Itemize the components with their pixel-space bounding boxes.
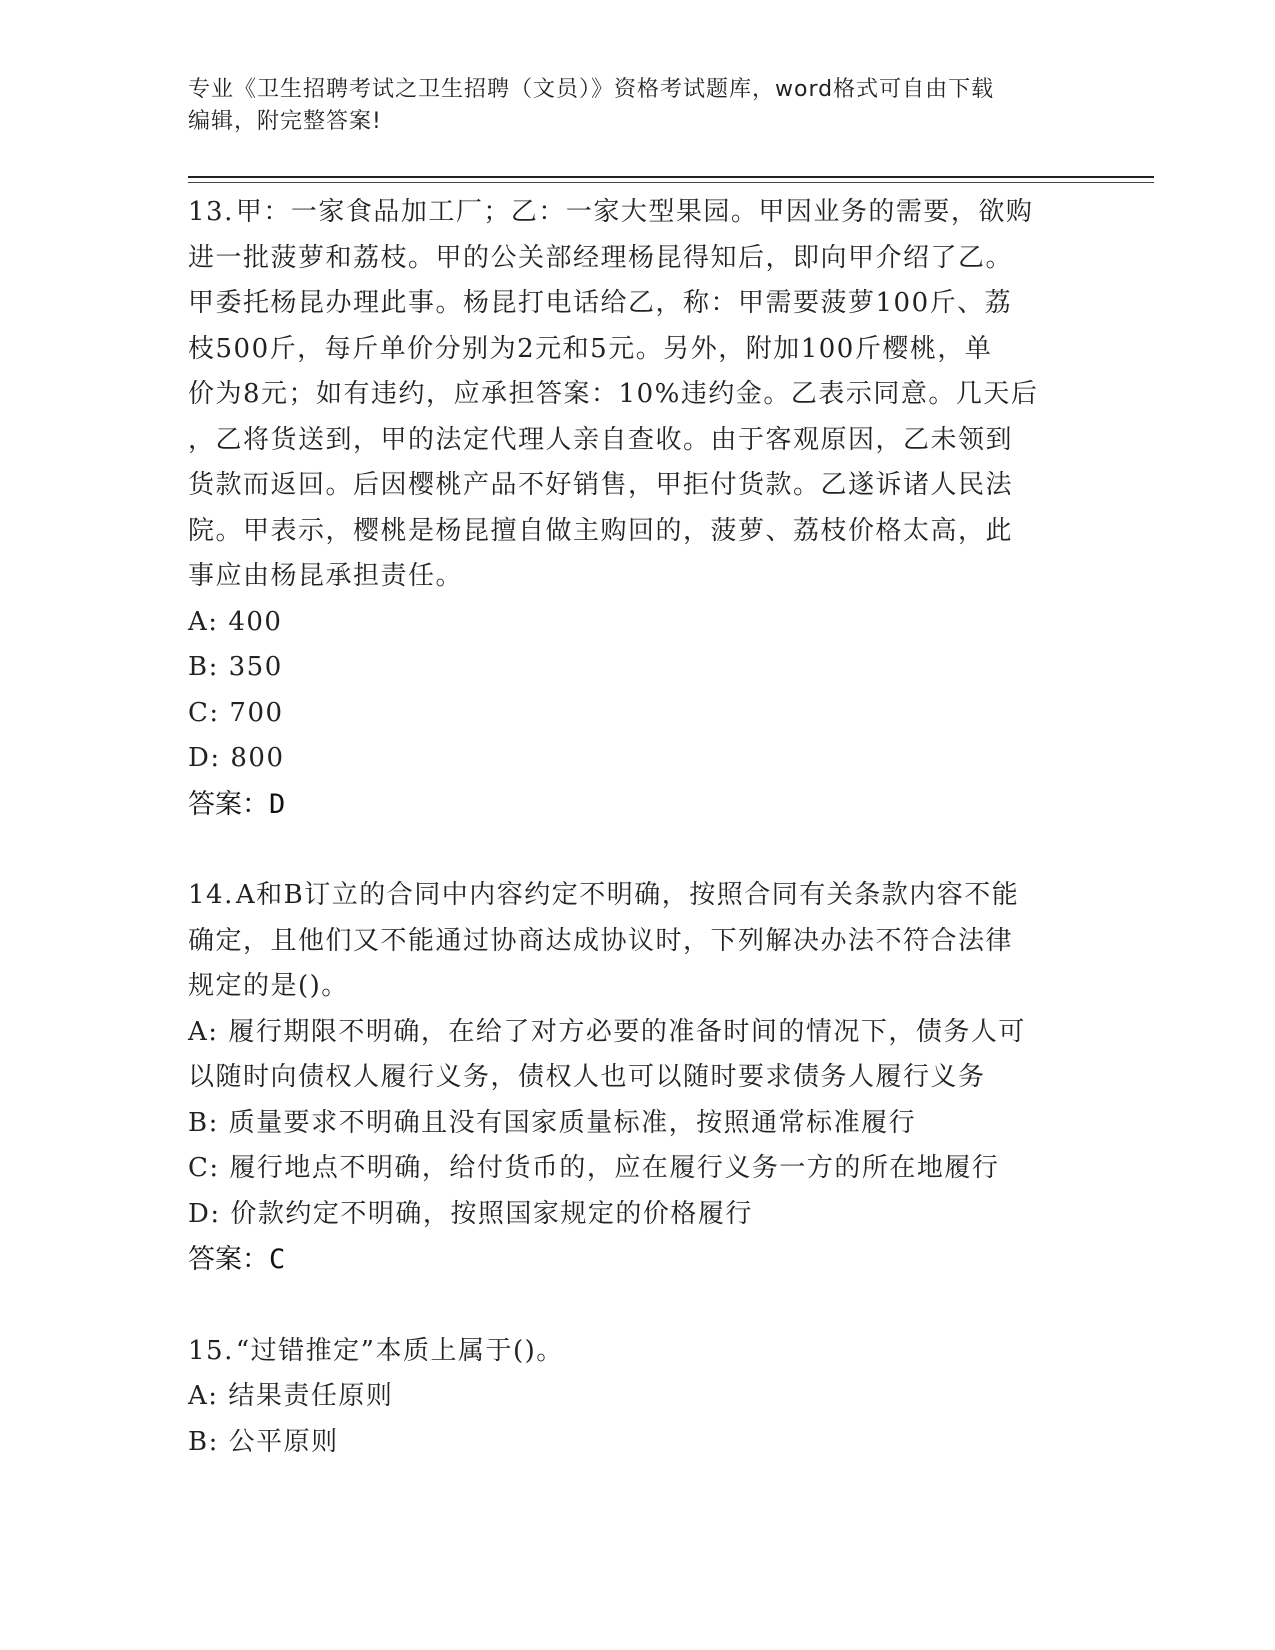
question-stem-line: 确定，且他们又不能通过协商达成协议时，下列解决办法不符合法律 xyxy=(188,925,1014,956)
spacer xyxy=(188,1283,1078,1329)
spacer xyxy=(188,827,1078,873)
header-line-2: 编辑，附完整答案! xyxy=(188,109,382,134)
option-d: D: 价款约定不明确，按照国家规定的价格履行 xyxy=(188,1198,753,1229)
question-stem-line: 规定的是()。 xyxy=(188,971,349,1001)
header-line-1: 专业《卫生招聘考试之卫生招聘（文员）》资格考试题库，word格式可自由下载 xyxy=(188,77,995,102)
question-number: 15. xyxy=(188,1335,234,1366)
question-stem-line: ，乙将货送到，甲的法定代理人亲自查收。由于客观原因，乙未领到 xyxy=(188,424,1014,455)
question-15 xyxy=(188,1329,1078,1466)
question-14 xyxy=(188,873,1078,1283)
question-stem-line: 货款而返回。后因樱桃产品不好销售，甲拒付货款。乙遂诉诸人民法 xyxy=(188,470,1014,500)
option-a: A: 400 xyxy=(188,606,283,637)
option-c: C: 履行地点不明确，给付货币的，应在履行义务一方的所在地履行 xyxy=(188,1153,1000,1183)
question-stem-line: 14.A和B订立的合同中内容约定不明确，按照合同有关条款内容不能 xyxy=(188,880,1020,910)
answer-value: C xyxy=(269,1244,286,1275)
answer-label: 答案： xyxy=(188,1244,269,1275)
document-header xyxy=(188,74,1078,138)
option-a: A: 履行期限不明确，在给了对方必要的准备时间的情况下，债务人可 xyxy=(188,1016,1026,1047)
question-13 xyxy=(188,190,1078,827)
question-list xyxy=(188,190,1078,1465)
question-stem-line: 枝500斤，每斤单价分别为2元和5元。另外，附加100斤樱桃，单 xyxy=(188,333,993,364)
question-stem-line: 价为8元；如有违约，应承担答案：10%违约金。乙表示同意。几天后 xyxy=(188,379,1039,409)
header-divider-thick xyxy=(188,176,1154,178)
question-stem-line: 进一批菠萝和荔枝。甲的公关部经理杨昆得知后，即向甲介绍了乙。 xyxy=(188,242,1014,273)
question-stem-line: 院。甲表示，樱桃是杨昆擅自做主购回的，菠萝、荔枝价格太高，此 xyxy=(188,515,1014,546)
header-divider-thin xyxy=(188,182,1154,183)
option-b: B: 质量要求不明确且没有国家质量标准，按照通常标准履行 xyxy=(188,1107,917,1138)
question-stem-line: 甲委托杨昆办理此事。杨昆打电话给乙，称：甲需要菠萝100斤、荔 xyxy=(188,288,1013,318)
answer-line xyxy=(188,1237,1078,1283)
question-number: 13. xyxy=(188,197,234,227)
question-number: 14. xyxy=(188,880,234,910)
option-a-continued: 以随时向债权人履行义务，债权人也可以随时要求债务人履行义务 xyxy=(188,1062,986,1092)
option-b: B: 350 xyxy=(188,652,283,682)
option-c: C: 700 xyxy=(188,697,284,728)
answer-line xyxy=(188,782,1078,828)
question-stem-line: 15.“过错推定”本质上属于()。 xyxy=(188,1335,564,1366)
answer-label: 答案： xyxy=(188,788,269,820)
option-d: D: 800 xyxy=(188,743,285,773)
question-stem-line: 13.甲：一家食品加工厂；乙：一家大型果园。甲因业务的需要，欲购 xyxy=(188,197,1034,227)
option-b: B: 公平原则 xyxy=(188,1426,339,1457)
question-stem-line: 事应由杨昆承担责任。 xyxy=(188,561,464,591)
answer-value: D xyxy=(269,788,286,820)
option-a: A: 结果责任原则 xyxy=(188,1381,394,1411)
